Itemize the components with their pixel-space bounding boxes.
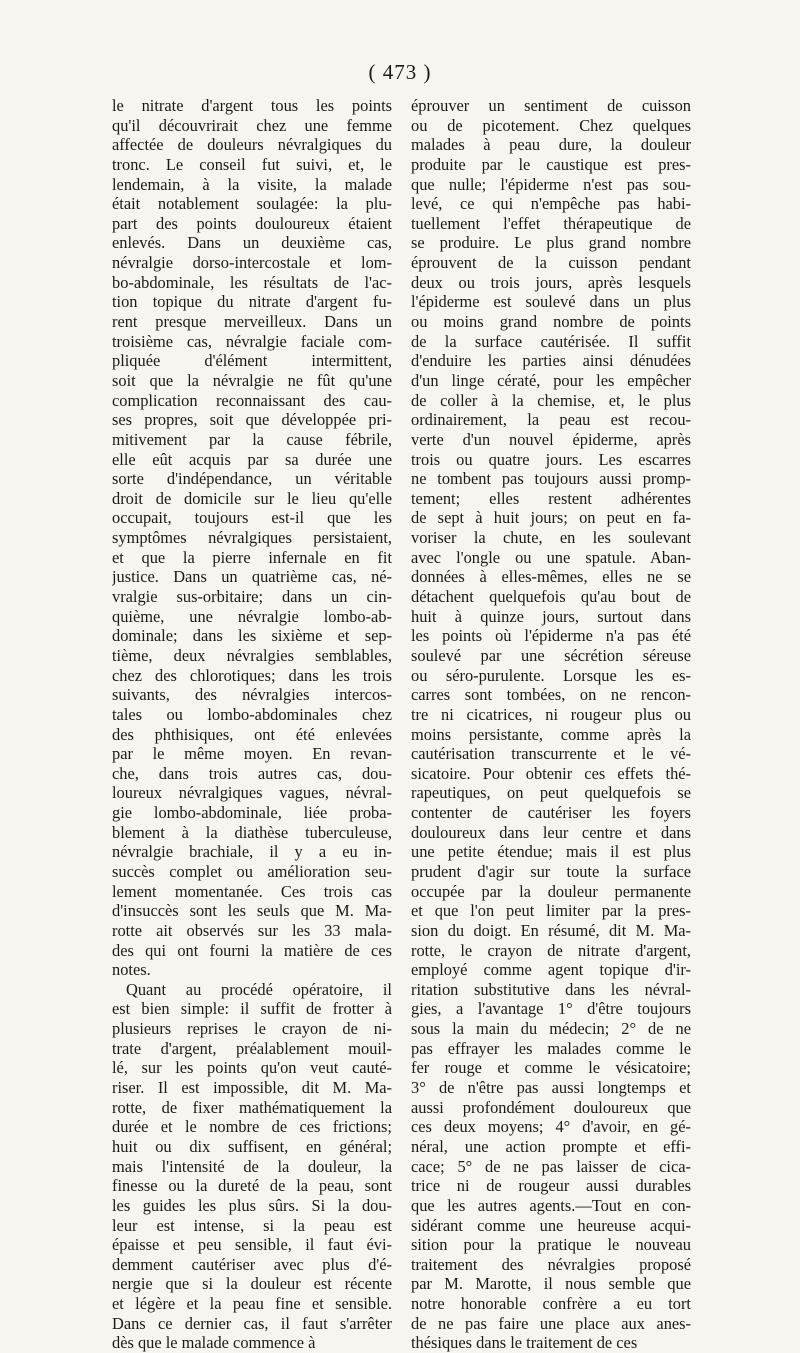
text-line: rent presque merveilleux. Dans un [112, 312, 392, 332]
text-line: blement à la diathèse tuberculeuse, [112, 822, 392, 842]
text-line: et que la pierre infernale en fit [112, 547, 392, 567]
text-line: mais l'intensité de la douleur, la [112, 1156, 392, 1176]
text-line: que nulle; l'épiderme n'est pas sou- [411, 174, 691, 194]
text-line: demment cautériser avec plus d'é- [112, 1254, 392, 1274]
text-line: était notablement soulagée: la plu- [112, 194, 392, 214]
text-line: aussi profondément douloureux que [411, 1097, 691, 1117]
text-line: et légère et la peau fine et sensible. [112, 1294, 392, 1314]
text-line: huit ou dix suffisent, en général; [112, 1136, 392, 1156]
text-line: moins persistante, comme après la [411, 724, 691, 744]
text-line: gies, a l'avantage 1° d'être toujours [411, 999, 691, 1019]
text-line: huit à quinze jours, surtout dans [411, 606, 691, 626]
text-line: épaisse et peu sensible, il faut évi- [112, 1235, 392, 1255]
text-line: droit de domicile sur le lieu qu'elle [112, 488, 392, 508]
text-line: de la surface cautérisée. Il suffit [411, 331, 691, 351]
text-line: tième, deux névralgies semblables, [112, 645, 392, 665]
text-line: mitivement par la cause fébrile, [112, 429, 392, 449]
text-line: éprouver un sentiment de cuisson [411, 96, 691, 115]
text-line: de coller à la chemise, et, le plus [411, 390, 691, 410]
text-line: ou de picotement. Chez quelques [411, 115, 691, 135]
text-line: produite par le caustique est pres- [411, 154, 691, 174]
text-line: deux ou trois jours, après lesquels [411, 272, 691, 292]
text-line: ne tombent pas toujours aussi promp- [411, 469, 691, 489]
text-line: leur est intense, si la peau est [112, 1215, 392, 1235]
text-line: avec l'ongle ou une spatule. Aban- [411, 547, 691, 567]
text-line: les points où l'épiderme n'a pas été [411, 626, 691, 646]
text-line: tronc. Le conseil fut suivi, et, le [112, 154, 392, 174]
text-line: tement; elles restent adhérentes [411, 488, 691, 508]
text-line: détachent quelquefois qu'au bout de [411, 587, 691, 607]
text-line: soit que la névralgie ne fût qu'une [112, 370, 392, 390]
text-line: les guides les plus sûrs. Si la dou- [112, 1195, 392, 1215]
text-line: carres sont tombées, on ne rencon- [411, 685, 691, 705]
text-line: occupée par la douleur permanente [411, 881, 691, 901]
text-line: employé comme agent topique d'ir- [411, 960, 691, 980]
text-line: données à elles-mêmes, elles ne se [411, 567, 691, 587]
text-line: pas effrayer les malades comme le [411, 1038, 691, 1058]
text-line: bo-abdominale, les résultats de l'ac- [112, 272, 392, 292]
text-line: tales ou lombo-abdominales chez [112, 704, 392, 724]
text-line: tuellement l'effet thérapeutique de [411, 213, 691, 233]
text-line: malades à peau dure, la douleur [411, 135, 691, 155]
text-line: che, dans trois autres cas, dou- [112, 763, 392, 783]
text-line: sion du doigt. En résumé, dit M. Ma- [411, 920, 691, 940]
text-line: ou séro-purulente. Lorsque les es- [411, 665, 691, 685]
text-line: se produire. Le plus grand nombre [411, 233, 691, 253]
text-line: ordinairement, la peau est recou- [411, 410, 691, 430]
text-line: des phthisiques, ont été enlevées [112, 724, 392, 744]
text-line: part des points douloureux étaient [112, 213, 392, 233]
text-line: pliquée d'élément intermittent, [112, 351, 392, 371]
text-line: cace; 5° de ne pas laisser de cica- [411, 1156, 691, 1176]
text-line: gie lombo-abdominale, liée proba- [112, 803, 392, 823]
text-line: fer rouge et comme le vésicatoire; [411, 1058, 691, 1078]
text-line: durée et le nombre de ces frictions; [112, 1117, 392, 1137]
text-line: que les autres agents.—Tout en con- [411, 1195, 691, 1215]
text-line: d'insuccès sont les seuls que M. Ma- [112, 901, 392, 921]
text-line: rotte, le crayon de nitrate d'argent, [411, 940, 691, 960]
text-line: Quant au procédé opératoire, il [126, 979, 392, 999]
text-line: notes. [112, 960, 151, 980]
text-line: plusieurs reprises le crayon de ni- [112, 1019, 392, 1039]
text-line: occupait, toujours est-il que les [112, 508, 392, 528]
right-text-column [411, 96, 691, 1353]
text-line: ces deux moyens; 4° d'avoir, en gé- [411, 1117, 691, 1137]
text-line: thésiques dans le traitement de ces [411, 1333, 638, 1353]
text-line: ritation substitutive dans les névral- [411, 979, 691, 999]
text-line: riser. Il est impossible, dit M. Ma- [112, 1078, 392, 1098]
text-line: nergie que si la douleur est récente [112, 1274, 392, 1294]
page-number: ( 473 ) [368, 60, 432, 84]
text-line: qu'il découvrirait chez une femme [112, 115, 392, 135]
text-line: finesse ou la dureté de la peau, sont [112, 1176, 392, 1196]
text-line: cautérisation transcurrente et le vé- [411, 744, 691, 764]
text-line: traitement des névralgies proposé [411, 1254, 691, 1274]
text-line: trice ni de rougeur aussi durables [411, 1176, 691, 1196]
text-line: symptômes névralgiques persistaient, [112, 528, 392, 548]
text-line: lendemain, à la visite, la malade [112, 174, 392, 194]
text-line: d'un linge cératé, pour les empêcher [411, 370, 691, 390]
text-line: 3° de n'être pas aussi longtemps et [411, 1078, 691, 1098]
text-line: contenter de cautériser les foyers [411, 803, 691, 823]
text-line: par le même moyen. En revan- [112, 744, 392, 764]
text-line: voriser la chute, en les soulevant [411, 528, 691, 548]
text-line: elle eût acquis par sa durée une [112, 449, 392, 469]
text-line: vralgie sus-orbitaire; dans un cin- [112, 587, 392, 607]
text-line: suivants, des névralgies intercos- [112, 685, 392, 705]
text-line: néral, une action prompte et effi- [411, 1136, 691, 1156]
left-text-column [112, 96, 392, 1353]
text-line: ses propres, soit que développée pri- [112, 410, 392, 430]
text-line: rotte, de fixer mathématiquement la [112, 1097, 392, 1117]
text-line: soulevé par une sécrétion séreuse [411, 645, 691, 665]
text-line: dès que le malade commence à [112, 1333, 316, 1353]
text-line: le nitrate d'argent tous les points [112, 96, 392, 115]
text-line: de ne pas faire une place aux anes- [411, 1313, 691, 1333]
text-line: sorte d'indépendance, un véritable [112, 469, 392, 489]
text-line: loureux névralgiques vagues, névral- [112, 783, 392, 803]
text-line: rapeutiques, on peut quelquefois se [411, 783, 691, 803]
text-line: levé, ce qui n'empêche pas habi- [411, 194, 691, 214]
text-line: des qui ont fourni la matière de ces [112, 940, 392, 960]
text-line: troisième cas, névralgie faciale com- [112, 331, 392, 351]
text-line: trate d'argent, préalablement mouil- [112, 1038, 392, 1058]
text-line: Dans ce dernier cas, il faut s'arrêter [112, 1313, 392, 1333]
text-line: d'enduire les parties ainsi dénudées [411, 351, 691, 371]
text-line: sicatoire. Pour obtenir ces effets thé- [411, 763, 691, 783]
text-line: tion topique du nitrate d'argent fu- [112, 292, 392, 312]
text-line: tre ni cicatrices, ni rougeur plus ou [411, 704, 691, 724]
text-line: lé, sur les points qu'on veut cauté- [112, 1058, 392, 1078]
text-line: et que l'on peut limiter par la pres- [411, 901, 691, 921]
text-line: succès complet ou amélioration seu- [112, 861, 392, 881]
text-line: de sept à huit jours; on peut en fa- [411, 508, 691, 528]
text-line: prudent d'agir sur toute la surface [411, 861, 691, 881]
text-line: névralgie brachiale, il y a eu in- [112, 842, 392, 862]
text-line: éprouvent de la cuisson pendant [411, 253, 691, 273]
text-line: complication reconnaissant des cau- [112, 390, 392, 410]
text-line: douloureux dans leur centre et dans [411, 822, 691, 842]
text-line: justice. Dans un quatrième cas, né- [112, 567, 392, 587]
text-line: dominale; dans les sixième et sep- [112, 626, 392, 646]
text-line: affectée de douleurs névralgiques du [112, 135, 392, 155]
text-line: quième, une névralgie lombo-ab- [112, 606, 392, 626]
text-line: ou moins grand nombre de points [411, 312, 691, 332]
text-line: est bien simple: il suffit de frotter à [112, 999, 392, 1019]
text-line: sous la main du médecin; 2° de ne [411, 1019, 691, 1039]
text-line: l'épiderme est soulevé dans un plus [411, 292, 691, 312]
text-line: sidérant comme une heureuse acqui- [411, 1215, 691, 1235]
text-line: notre honorable confrère a eu tort [411, 1294, 691, 1314]
text-line: par M. Marotte, il nous semble que [411, 1274, 691, 1294]
text-line: trois ou quatre jours. Les escarres [411, 449, 691, 469]
text-line: rotte ait observés sur les 33 mala- [112, 920, 392, 940]
text-line: névralgie dorso-intercostale et lom- [112, 253, 392, 273]
text-line: une petite étendue; mais il est plus [411, 842, 691, 862]
text-line: chez des chlorotiques; dans les trois [112, 665, 392, 685]
text-line: sition pour la pratique le nouveau [411, 1235, 691, 1255]
text-line: verte d'un nouvel épiderme, après [411, 429, 691, 449]
text-line: lement momentanée. Ces trois cas [112, 881, 392, 901]
text-line: enlevés. Dans un deuxième cas, [112, 233, 392, 253]
